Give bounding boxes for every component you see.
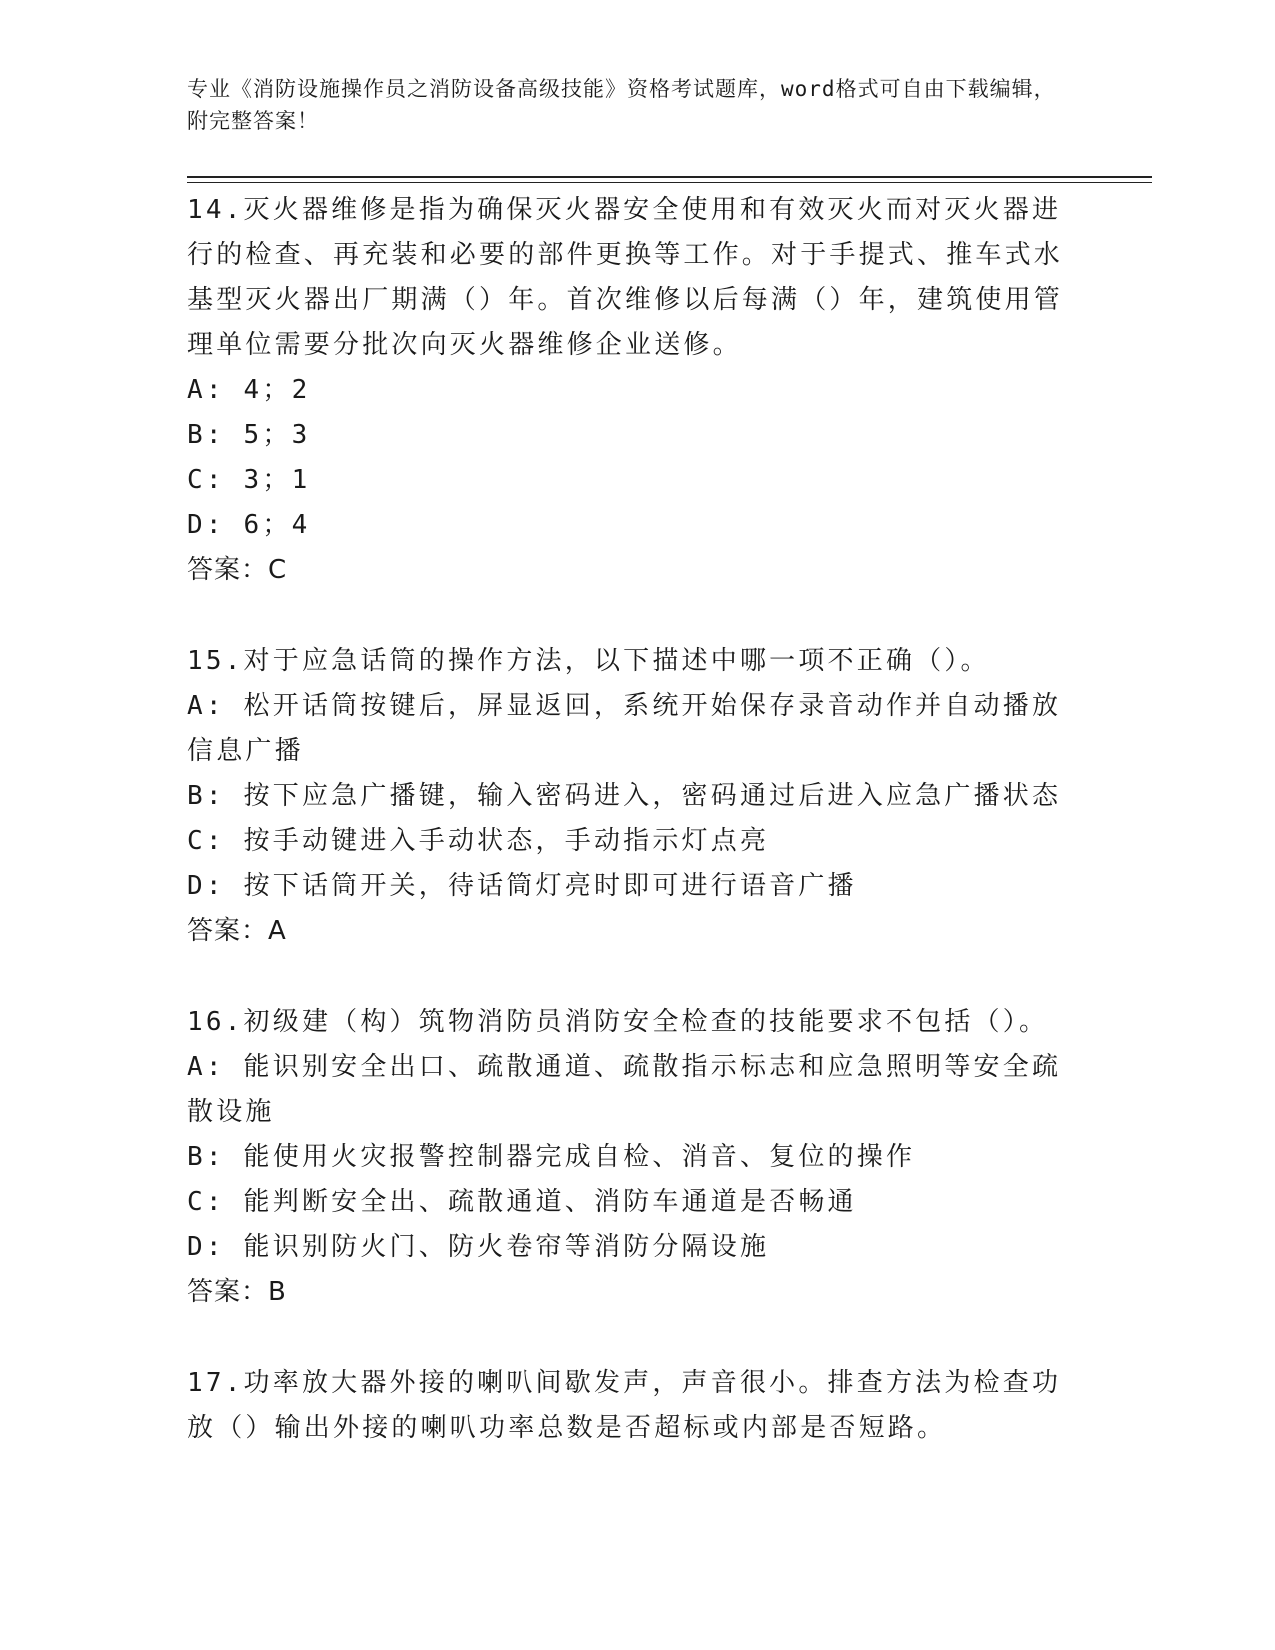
question-spacer: [187, 1315, 1082, 1361]
header-rule-thick: [187, 176, 1152, 178]
question-spacer: [187, 593, 1082, 639]
option-a: A: 能识别安全出口、疏散通道、疏散指示标志和应急照明等安全疏散设施: [187, 1052, 1062, 1127]
option-d: D: 能识别防火门、防火卷帘等消防分隔设施: [187, 1232, 770, 1262]
answer-line: 答案：C: [187, 555, 288, 585]
question-17: [187, 1361, 1082, 1451]
question-spacer: [187, 954, 1082, 1000]
document-header: 专业《消防设施操作员之消防设备高级技能》资格考试题库，word格式可自由下载编辑，附完整答案！: [187, 77, 1056, 133]
question-14: [187, 188, 1082, 593]
option-a: A: 4；2: [187, 375, 311, 405]
option-c: C: 能判断安全出、疏散通道、消防车通道是否畅通: [187, 1187, 857, 1217]
question-stem: 17.功率放大器外接的喇叭间歇发声，声音很小。排查方法为检查功放（）输出外接的喇叭功率总数是否超标或内部是否短路。: [187, 1368, 1062, 1443]
option-d: D: 按下话筒开关，待话筒灯亮时即可进行语音广播: [187, 871, 857, 901]
question-list: [187, 188, 1082, 1451]
option-d: D: 6；4: [187, 510, 311, 540]
option-c: C: 按手动键进入手动状态，手动指示灯点亮: [187, 826, 770, 856]
option-b: B: 能使用火灾报警控制器完成自检、消音、复位的操作: [187, 1142, 916, 1172]
answer-line: 答案：B: [187, 1277, 287, 1307]
option-b: B: 5；3: [187, 420, 311, 450]
question-15: [187, 639, 1082, 954]
question-16: [187, 1000, 1082, 1315]
header-rule-thin: [187, 182, 1152, 183]
question-stem: 16.初级建（构）筑物消防员消防安全检查的技能要求不包括（）。: [187, 1007, 1049, 1037]
answer-line: 答案：A: [187, 916, 287, 946]
question-stem: 14.灭火器维修是指为确保灭火器安全使用和有效灭火而对灭火器进行的检查、再充装和必要的部件更换等工作。对于手提式、推车式水基型灭火器出厂期满（）年。首次维修以后每满（）年，建筑使用管理单位需要分批次向灭火器维修企业送修。: [187, 195, 1064, 360]
option-a: A: 松开话筒按键后，屏显返回，系统开始保存录音动作并自动播放信息广播: [187, 691, 1062, 766]
option-c: C: 3；1: [187, 465, 311, 495]
question-stem: 15.对于应急话筒的操作方法，以下描述中哪一项不正确（）。: [187, 646, 990, 676]
option-b: B: 按下应急广播键，输入密码进入，密码通过后进入应急广播状态: [187, 781, 1062, 811]
